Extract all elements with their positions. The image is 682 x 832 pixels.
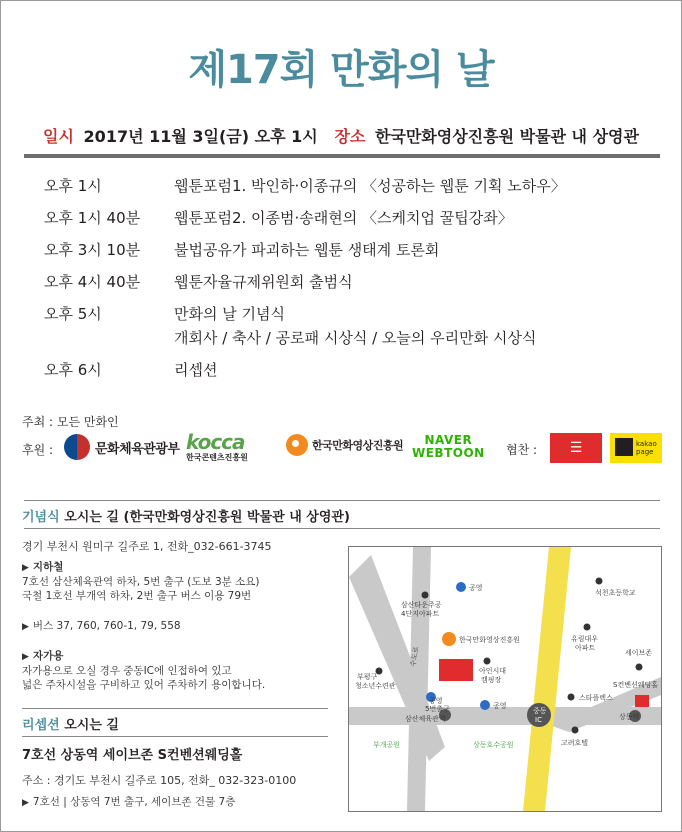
directions-divider-top (24, 500, 660, 501)
subway-line1: 7호선 삼산체육관역 하차, 5번 출구 (도보 3분 소요) (22, 576, 260, 588)
car-line1: 자가용으로 오실 경우 중동IC에 인접하여 있고 (22, 665, 232, 677)
schedule-time: 오후 6시 (44, 361, 102, 379)
schedule-desc: 웹툰자율규제위원회 출범식 (174, 273, 353, 291)
map-label: 아파트 (575, 644, 596, 652)
kocca-subtitle: 한국콘텐츠진흥원 (186, 453, 248, 462)
place-label: 장소 (334, 127, 366, 146)
location-map (348, 546, 662, 812)
subway-label: 지하철 (32, 561, 64, 573)
ceremony-title-text: 오시는 길 (한국만화영상진흥원 박물관 내 상영관) (64, 510, 350, 525)
kakao-page-icon (615, 438, 633, 456)
page-wordmark: page (636, 448, 654, 456)
schedule-desc: 불법공유가 파괴하는 웹툰 생태계 토론회 (174, 241, 440, 259)
triangle-bullet-icon: ▶ (22, 563, 29, 573)
date-place-line (0, 124, 682, 147)
map-label: 세이브존 (625, 649, 653, 657)
event-title: 제17회 만화의 날 (188, 47, 494, 93)
map-svg (349, 547, 661, 811)
schedule-time: 오후 4시 40분 (44, 273, 141, 291)
poi-dot (636, 664, 643, 671)
bus-line (22, 619, 181, 634)
triangle-bullet-icon: ▶ (22, 798, 29, 808)
reception-divider-top (22, 708, 328, 709)
naver-wordmark: NAVER (424, 433, 473, 447)
map-park-label: 상동호수공원 (473, 741, 514, 749)
ceremony-address: 경기 부천시 원미구 길주로 1, 전화_032-661-3745 (22, 540, 272, 553)
bus-text: 버스 37, 760, 760-1, 79, 558 (32, 620, 181, 632)
schedule-desc-line2: 개회사 / 축사 / 공로패 시상식 / 오늘의 우리만화 시상식 (174, 329, 537, 347)
komacon-map-icon (442, 632, 456, 646)
red-sponsor-badge (550, 433, 602, 463)
taegeuk-emblem-icon (64, 434, 90, 460)
ceremony-directions-title (22, 506, 350, 525)
map-label: 한국만화영상진흥원 (459, 636, 520, 644)
map-label: 고려호텔 (561, 739, 589, 747)
kakao-wordmark: kakao (636, 440, 657, 448)
map-label: 삼산타운주공 (401, 601, 442, 609)
map-label: 공영 (493, 702, 507, 710)
map-label: 아인시대 (479, 667, 507, 675)
schedule-desc: 웹툰포럼1. 박인하·이종규의 〈성공하는 웹툰 기획 노하우〉 (174, 177, 566, 195)
date-value: 2017년 11월 3일(금) 오후 1시 (83, 127, 318, 146)
date-label: 일시 (43, 127, 74, 146)
highway-yellow (523, 547, 571, 811)
map-ic-label: IC (535, 716, 542, 724)
map-station-label: 삼산체육관역 (405, 715, 446, 723)
reception-route (22, 795, 235, 810)
mcst-logo (64, 434, 179, 460)
title-divider (24, 154, 660, 158)
map-station-label: 상동역 (619, 713, 640, 721)
venue-marker (439, 659, 473, 681)
map-label: 4단지아파트 (401, 610, 440, 618)
map-label: 공영 (429, 697, 443, 705)
map-label: 유림대우 (571, 635, 599, 643)
kocca-logo (186, 430, 248, 463)
map-label: 5번출구 (425, 705, 450, 713)
poi-dot (484, 658, 491, 665)
parking-icon (456, 582, 466, 592)
komacon-mascot-icon (286, 434, 308, 456)
schedule-time: 오후 1시 40분 (44, 209, 141, 227)
schedule-desc: 만화의 날 기념식 (174, 305, 285, 323)
reception-divider-bottom (22, 736, 328, 737)
reception-marker (635, 695, 649, 707)
webtoon-wordmark: WEBTOON (412, 446, 485, 460)
map-label: 부평구 (357, 673, 378, 681)
car-label: 자가용 (32, 650, 64, 662)
poi-dot (568, 694, 575, 701)
schedule-desc: 웹툰포럼2. 이종범·송래현의 〈스케치업 꿀팁강좌〉 (174, 209, 513, 227)
kakao-page-logo (610, 433, 662, 463)
car-heading (22, 649, 63, 664)
schedule-time: 오후 1시 (44, 177, 102, 195)
subway-line2: 국철 1호선 부개역 하차, 2번 출구 버스 이용 79번 (22, 590, 252, 602)
car-line2: 넓은 주차시설을 구비하고 있어 주차하기 용이합니다. (22, 679, 266, 691)
road-diagonal-west (349, 555, 445, 761)
komacon-logo (286, 434, 403, 456)
naver-webtoon-logo (412, 434, 485, 460)
reception-directions-title (22, 714, 119, 733)
road-vertical-sudoro (407, 547, 431, 811)
parking-icon (480, 700, 490, 710)
red-sponsor-icon: ☰ (569, 440, 583, 456)
subway-heading (22, 560, 63, 575)
map-park-label: 부개공원 (373, 741, 401, 749)
map-label: 공영 (469, 584, 483, 592)
poi-dot (596, 578, 603, 585)
poi-dot (572, 727, 579, 734)
schedule-desc: 리셉션 (174, 361, 218, 379)
poi-dot (422, 592, 429, 599)
triangle-bullet-icon: ▶ (22, 652, 29, 662)
map-label: S컨벤션웨딩홀 (613, 681, 659, 689)
map-ic-label: 중동 (533, 707, 547, 715)
cosponsor-label: 협찬 : (506, 443, 538, 457)
place-value: 한국만화영상진흥원 박물관 내 상영관 (374, 127, 639, 146)
sponsor-label: 후원 : (22, 443, 54, 457)
kocca-wordmark: kocca (186, 430, 245, 454)
reception-place: 7호선 상동역 세이브존 S컨벤션웨딩홀 (22, 748, 243, 763)
komacon-name: 한국만화영상진흥원 (312, 439, 404, 452)
map-road-label: 수도로 (409, 645, 421, 668)
poi-dot (584, 624, 591, 631)
triangle-bullet-icon: ▶ (22, 622, 29, 632)
ceremony-label: 기념식 (22, 510, 60, 525)
mcst-name: 문화체육관광부 (95, 441, 180, 457)
reception-address: 주소 : 경기도 부천시 길주로 105, 전화_ 032-323-0100 (22, 774, 297, 787)
schedule-time: 오후 3시 10분 (44, 241, 141, 259)
map-label: 스타플렉스 (579, 694, 613, 702)
map-label: 석천초등학교 (595, 589, 636, 597)
reception-route-text: 7호선 | 상동역 7번 출구, 세이브존 건물 7층 (32, 796, 236, 808)
reception-title-text: 오시는 길 (64, 718, 119, 733)
host-line: 주최 : 모든 만화인 (22, 415, 119, 429)
directions-divider-bottom (24, 528, 660, 529)
schedule-time: 오후 5시 (44, 305, 102, 323)
reception-label: 리셉션 (22, 718, 60, 733)
map-label: 캠핑장 (481, 676, 502, 684)
map-label: 청소년수련관 (355, 682, 396, 690)
red-sponsor-logo (550, 433, 602, 463)
